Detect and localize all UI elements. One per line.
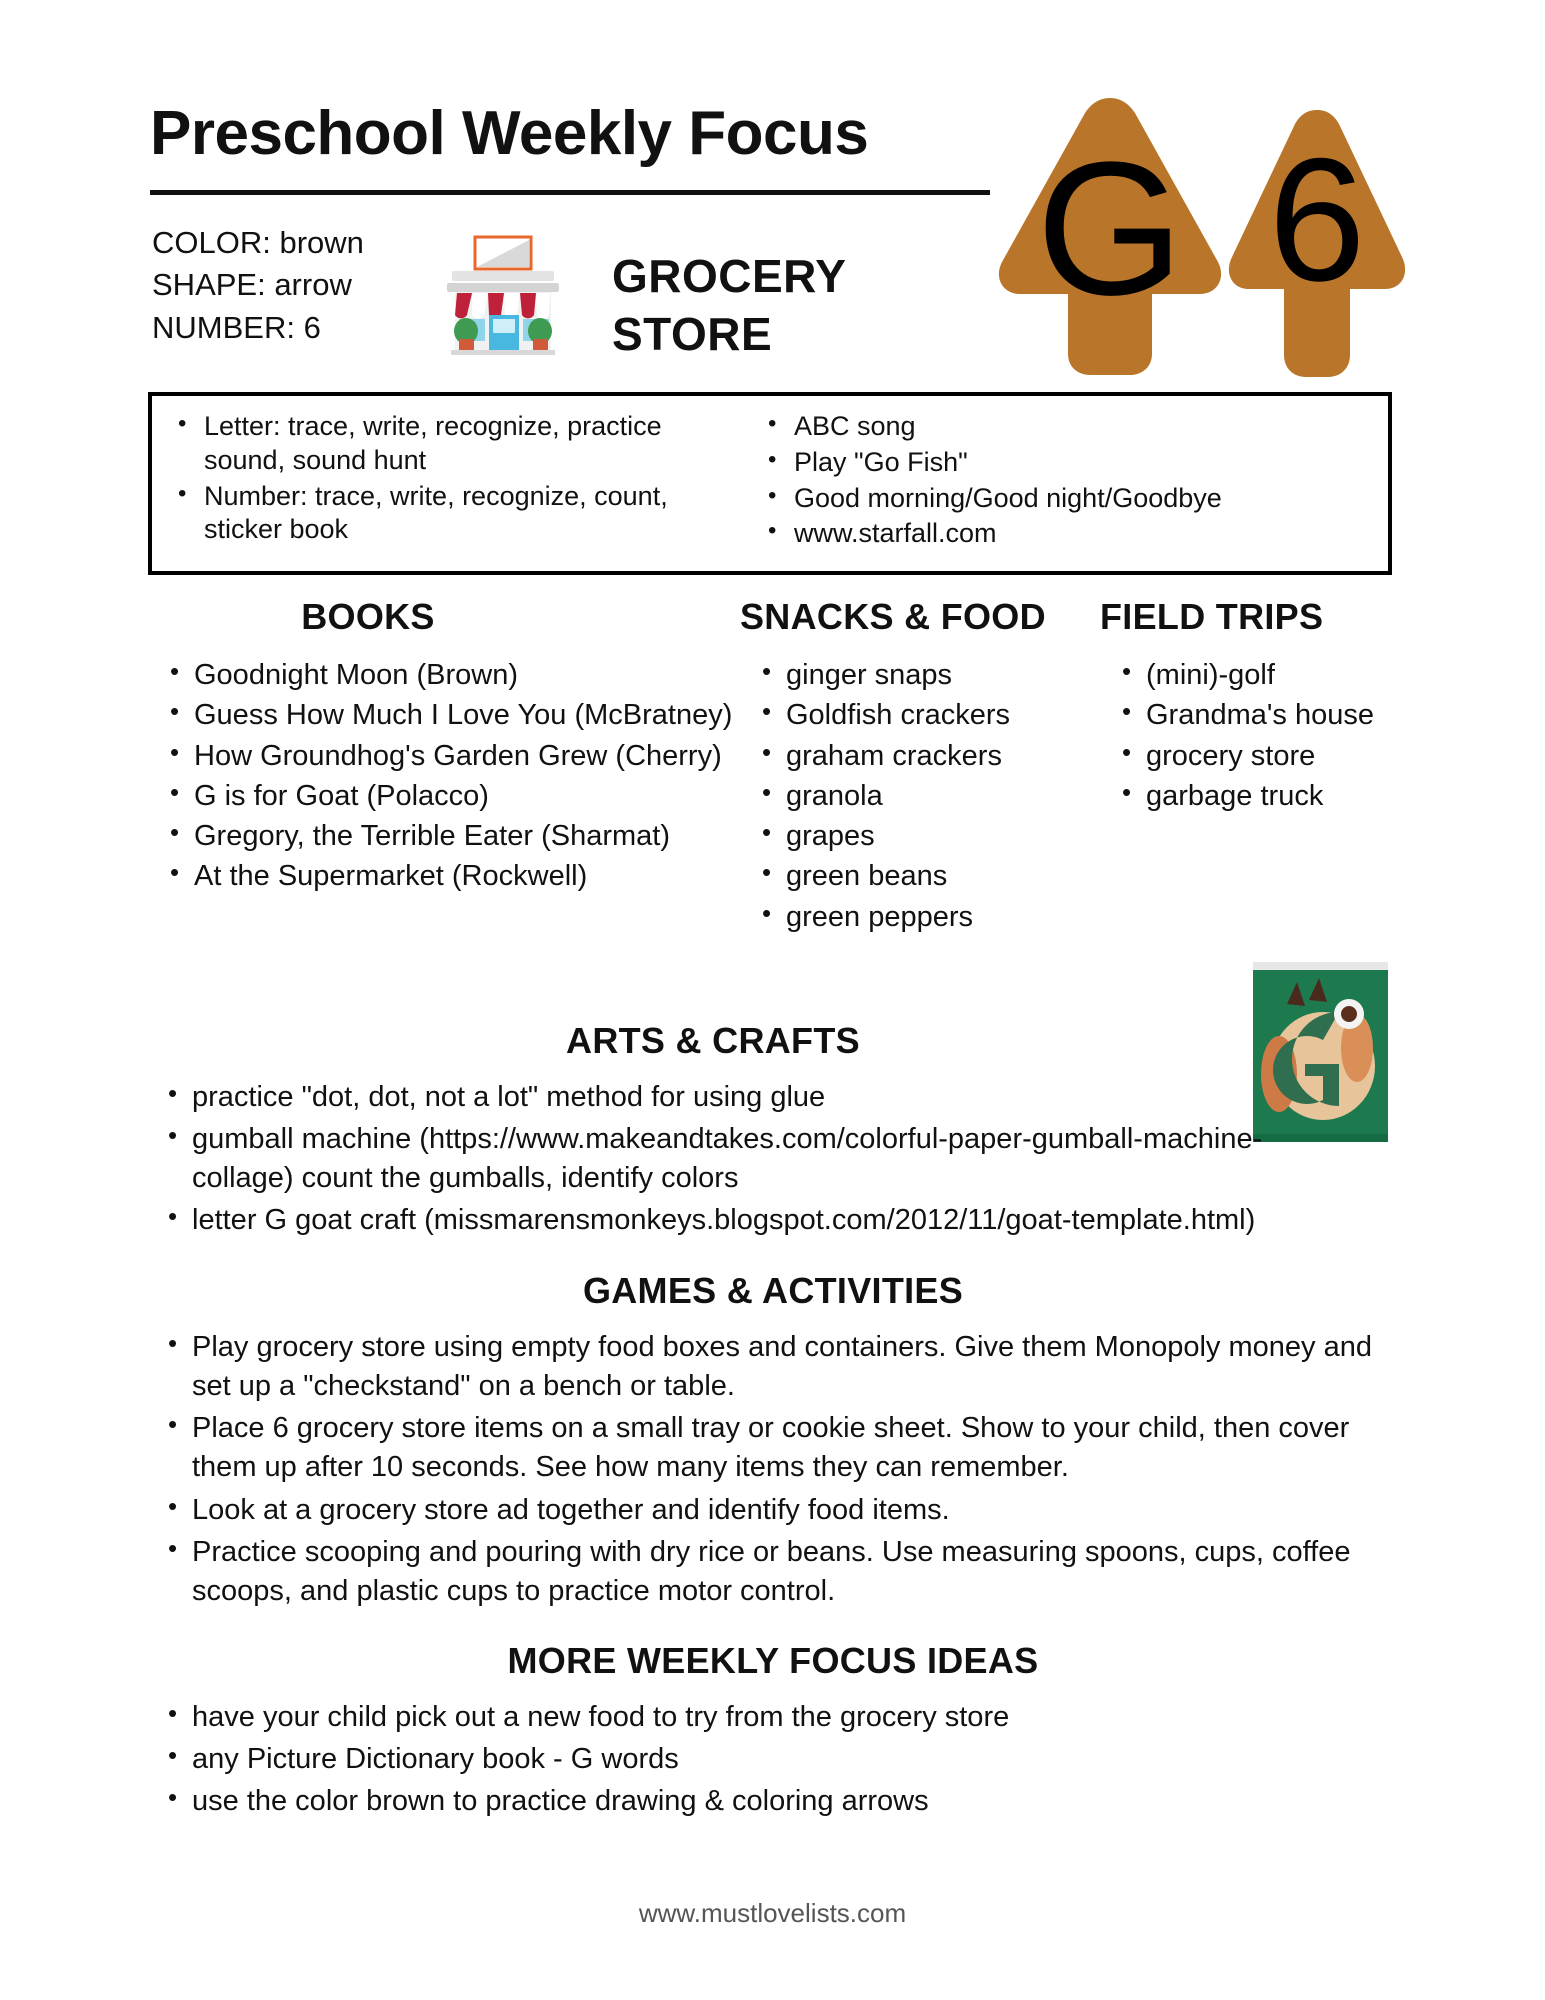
grocery-store-icon <box>437 235 569 360</box>
games-activities-heading: GAMES & ACTIVITIES <box>582 1270 964 1311</box>
list-item: • Number: trace, write, recognize, count, sticker book <box>204 480 742 548</box>
attribute-shape: SHAPE: arrow <box>152 267 352 303</box>
list-item: • granola <box>786 777 1090 815</box>
list-item: • garbage truck <box>1146 777 1430 815</box>
site-footer: www.mustlovelists.com <box>638 1898 907 1928</box>
list-item: • grapes <box>786 817 1090 855</box>
skills-left-list <box>152 410 742 547</box>
field-trips-heading: FIELD TRIPS <box>1100 596 1324 637</box>
list-item: • green beans <box>786 857 1090 895</box>
list-item: • G is for Goat (Polacco) <box>194 777 738 815</box>
list-item: • ABC song <box>794 410 1388 444</box>
list-item: • Goldfish crackers <box>786 696 1090 734</box>
snacks-column <box>740 596 1090 938</box>
list-item: • How Groundhog's Garden Grew (Cherry) <box>194 737 738 775</box>
skills-right-column <box>742 410 1388 571</box>
list-item: • At the Supermarket (Rockwell) <box>194 857 738 895</box>
weekly-attributes <box>152 222 364 349</box>
more-ideas-section <box>148 1640 1398 1824</box>
list-item: • Practice scooping and pouring with dry rice or beans. Use measuring spoons, cups, coffee scoops, and plastic cups to practice motor control. <box>192 1533 1402 1611</box>
page-title: Preschool Weekly Focus <box>150 99 869 168</box>
arts-crafts-heading: ARTS & CRAFTS <box>566 1020 860 1061</box>
number-glyph: 6 <box>1268 123 1366 318</box>
list-item: • green peppers <box>786 898 1090 936</box>
list-item: • www.starfall.com <box>794 517 1388 551</box>
list-item: • Place 6 grocery store items on a small tray or cookie sheet. Show to your child, then cover them up after 10 seconds. See how many items they can remember. <box>192 1409 1402 1487</box>
list-item: • (mini)-golf <box>1146 656 1430 694</box>
number-arrow-shape <box>1222 105 1412 380</box>
list-item: • letter G goat craft (missmarensmonkeys.blogspot.com/2012/11/goat-template.html) <box>192 1201 1272 1240</box>
list-item: • Guess How Much I Love You (McBratney) <box>194 696 738 734</box>
attribute-color: COLOR: brown <box>152 225 364 260</box>
list-item: • any Picture Dictionary book - G words <box>192 1740 1292 1779</box>
arts-crafts-section <box>148 1020 1398 1244</box>
list-item: • gumball machine (https://www.makeandtakes.com/colorful-paper-gumball-machine-collage) count the gumballs, identify colors <box>192 1120 1272 1198</box>
more-ideas-heading: MORE WEEKLY FOCUS IDEAS <box>507 1640 1039 1681</box>
list-item: • Play grocery store using empty food boxes and containers. Give them Monopoly money and set up a "checkstand" on a bench or table. <box>192 1328 1402 1406</box>
games-activities-section <box>148 1270 1398 1614</box>
list-item: • Good morning/Good night/Goodbye <box>794 482 1388 516</box>
list-item: • Look at a grocery store ad together and identify food items. <box>192 1491 1402 1530</box>
list-item: • have your child pick out a new food to try from the grocery store <box>192 1698 1292 1737</box>
attribute-number: NUMBER: 6 <box>152 309 321 345</box>
daily-skills-box <box>148 392 1392 575</box>
list-item: • Letter: trace, write, recognize, practice sound, sound hunt <box>204 410 742 478</box>
skills-left-column <box>152 410 742 571</box>
list-item: • Goodnight Moon (Brown) <box>194 656 738 694</box>
list-item: • graham crackers <box>786 737 1090 775</box>
list-item: • Play "Go Fish" <box>794 446 1388 480</box>
list-item: • grocery store <box>1146 737 1430 775</box>
books-column <box>148 596 738 898</box>
list-item: • Gregory, the Terrible Eater (Sharmat) <box>194 817 738 855</box>
snacks-list <box>740 656 1090 936</box>
list-item: • practice "dot, dot, not a lot" method for using glue <box>192 1078 1272 1117</box>
books-heading: BOOKS <box>301 596 435 637</box>
field-trips-list <box>1100 656 1430 815</box>
games-activities-list <box>148 1328 1402 1611</box>
letter-arrow-shape <box>990 92 1230 377</box>
title-divider <box>150 190 990 195</box>
field-trips-column <box>1100 596 1430 817</box>
list-item: • ginger snaps <box>786 656 1090 694</box>
arts-crafts-list <box>148 1078 1272 1241</box>
skills-right-list <box>742 410 1388 551</box>
snacks-heading: SNACKS & FOOD <box>740 596 1046 637</box>
letter-glyph: G <box>1036 123 1184 335</box>
page-header <box>0 0 1545 400</box>
list-item: • use the color brown to practice drawing & coloring arrows <box>192 1782 1292 1821</box>
books-list <box>148 656 738 896</box>
list-item: • Grandma's house <box>1146 696 1430 734</box>
more-ideas-list <box>148 1698 1292 1821</box>
topic-label: GROCERY STORE <box>612 250 846 360</box>
